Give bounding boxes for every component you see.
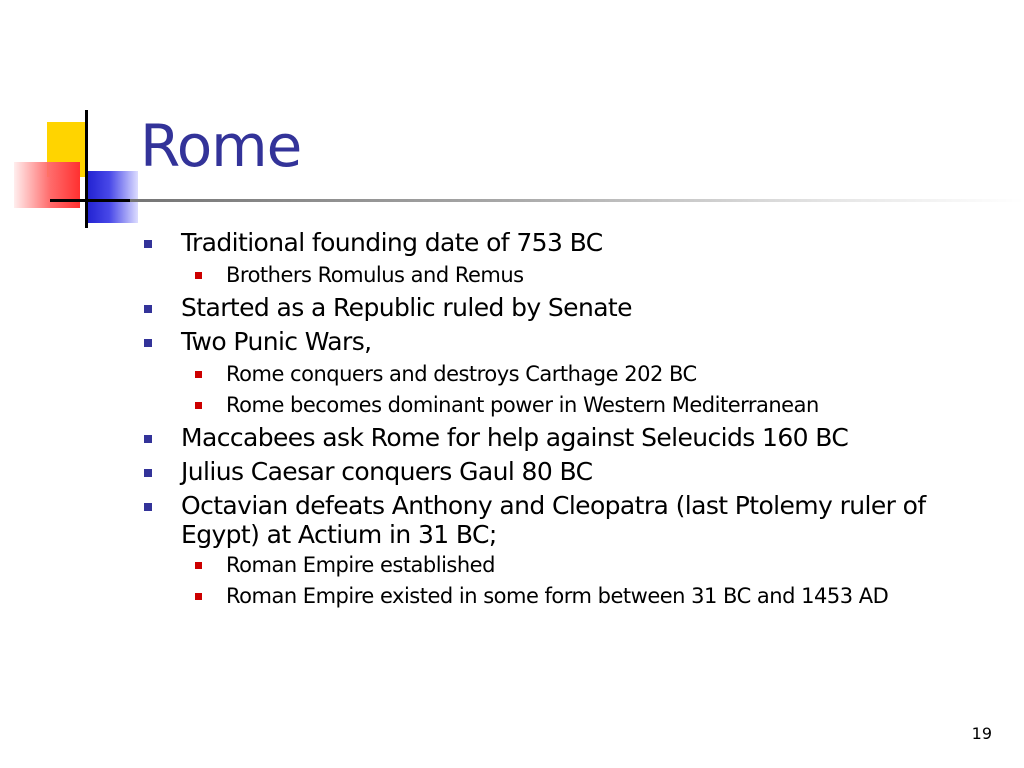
- bullet-item: [181, 228, 603, 258]
- sub-bullet-text: Brothers Romulus and Remus: [226, 263, 524, 287]
- sub-bullet-square-icon: [195, 272, 202, 279]
- page-number: 19: [971, 724, 992, 743]
- bullet-text: Maccabees ask Rome for help against Seleucids 160 BC: [181, 423, 849, 452]
- bullet-text: Julius Caesar conquers Gaul 80 BC: [181, 457, 593, 486]
- sub-bullet-item: [226, 392, 819, 418]
- title-underline: [82, 199, 1024, 202]
- bullet-square-icon: [144, 339, 152, 347]
- sub-bullet-item: [226, 262, 524, 288]
- sub-bullet-text: Roman Empire existed in some form between 31 BC and 1453 AD: [226, 584, 889, 608]
- sub-bullet-square-icon: [195, 562, 202, 569]
- bullet-text: Started as a Republic ruled by Senate: [181, 293, 632, 322]
- bullet-continuation: [181, 520, 497, 550]
- bullet-item: [181, 491, 926, 521]
- sub-bullet-square-icon: [195, 593, 202, 600]
- bullet-text: Egypt) at Actium in 31 BC;: [181, 520, 497, 549]
- bullet-square-icon: [144, 305, 152, 313]
- bullet-item: [181, 327, 371, 357]
- sub-bullet-text: Rome conquers and destroys Carthage 202 BC: [226, 362, 697, 386]
- bullet-square-icon: [144, 503, 152, 511]
- sub-bullet-text: Rome becomes dominant power in Western Mediterranean: [226, 393, 819, 417]
- bullet-text: Two Punic Wars,: [181, 327, 372, 356]
- bullet-square-icon: [144, 240, 152, 248]
- bullet-item: [181, 457, 592, 487]
- sub-bullet-square-icon: [195, 371, 202, 378]
- logo-blue-square: [86, 171, 138, 223]
- bullet-item: [181, 293, 632, 323]
- logo-horizontal-line: [50, 199, 130, 202]
- bullet-square-icon: [144, 469, 152, 477]
- bullet-text: Traditional founding date of 753 BC: [181, 228, 603, 257]
- slide-title: Rome: [140, 112, 302, 180]
- bullet-item: [181, 423, 848, 453]
- logo-vertical-line: [85, 110, 88, 228]
- bullet-square-icon: [144, 435, 152, 443]
- sub-bullet-square-icon: [195, 402, 202, 409]
- bullet-text: Octavian defeats Anthony and Cleopatra (last Ptolemy ruler of: [181, 491, 926, 520]
- sub-bullet-item: [226, 361, 697, 387]
- sub-bullet-item: [226, 552, 495, 578]
- sub-bullet-item: [226, 583, 888, 609]
- sub-bullet-text: Roman Empire established: [226, 553, 495, 577]
